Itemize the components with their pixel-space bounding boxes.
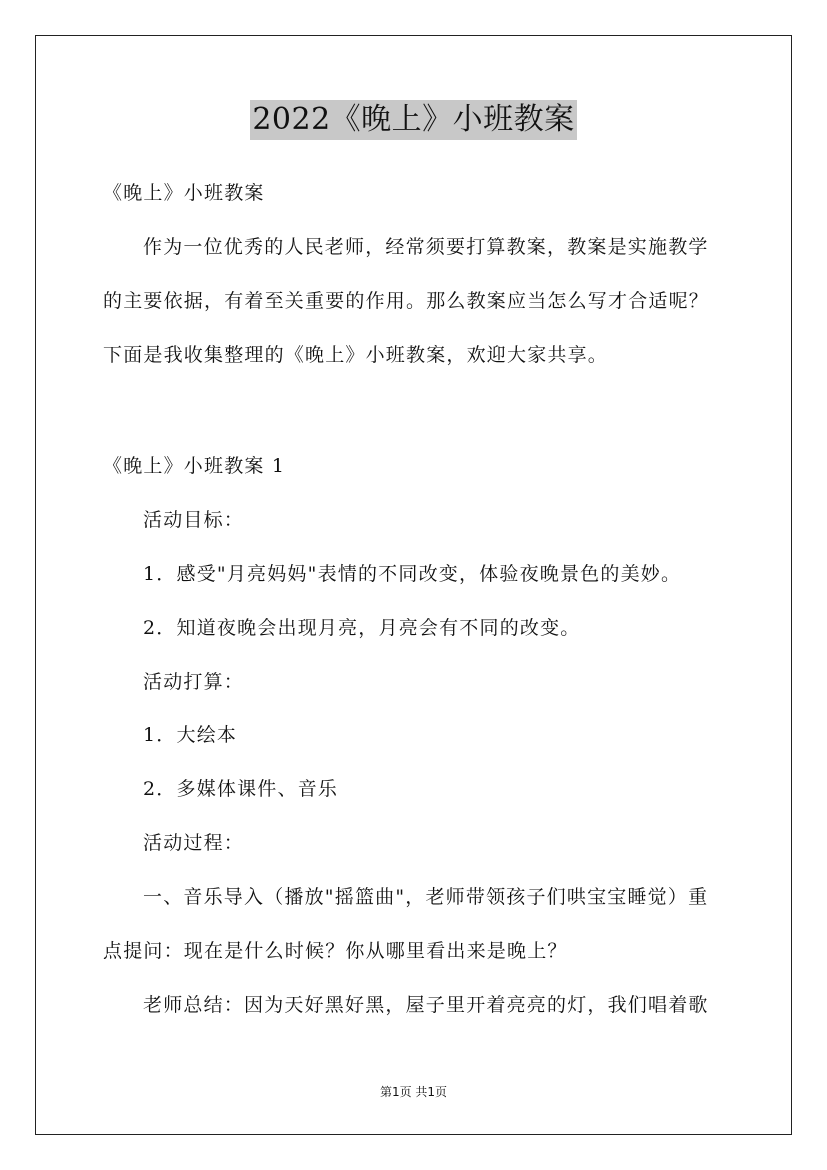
paragraph-line: 2．多媒体课件、音乐 [143,778,339,800]
document-title: 2022《晚上》小班教案 [250,100,576,140]
paragraph-line: 老师总结：因为天好黑好黑，屋子里开着亮亮的灯，我们唱着歌 [143,994,709,1016]
paragraph-line: 一、音乐导入（播放"摇篮曲"，老师带领孩子们哄宝宝睡觉）重 [143,886,709,908]
paragraph-line: 活动过程： [143,832,245,854]
paragraph-line: 活动目标： [143,509,245,531]
paragraph-line: 作为一位优秀的人民老师，经常须要打算教案，教案是实施教学 [143,236,709,258]
subtitle-line: 《晚上》小班教案 [103,182,265,204]
paragraph-line: 下面是我收集整理的《晚上》小班教案，欢迎大家共享。 [103,344,609,366]
section-heading: 《晚上》小班教案 1 [103,455,286,477]
paragraph-line: 1．感受"月亮妈妈"表情的不同改变，体验夜晚景色的美妙。 [143,563,682,585]
paragraph-line: 的主要依据，有着至关重要的作用。那么教案应当怎么写才合适呢？ [103,290,710,312]
paragraph-line: 1．大绘本 [143,724,238,746]
paragraph-line: 活动打算： [143,671,245,693]
paragraph-line: 2．知道夜晚会出现月亮，月亮会有不同的改变。 [143,617,581,639]
paragraph-line: 点提问：现在是什么时候？你从哪里看出来是晚上？ [103,940,568,962]
title-container [0,100,827,140]
page-footer: 第1页 共1页 [379,1085,448,1099]
